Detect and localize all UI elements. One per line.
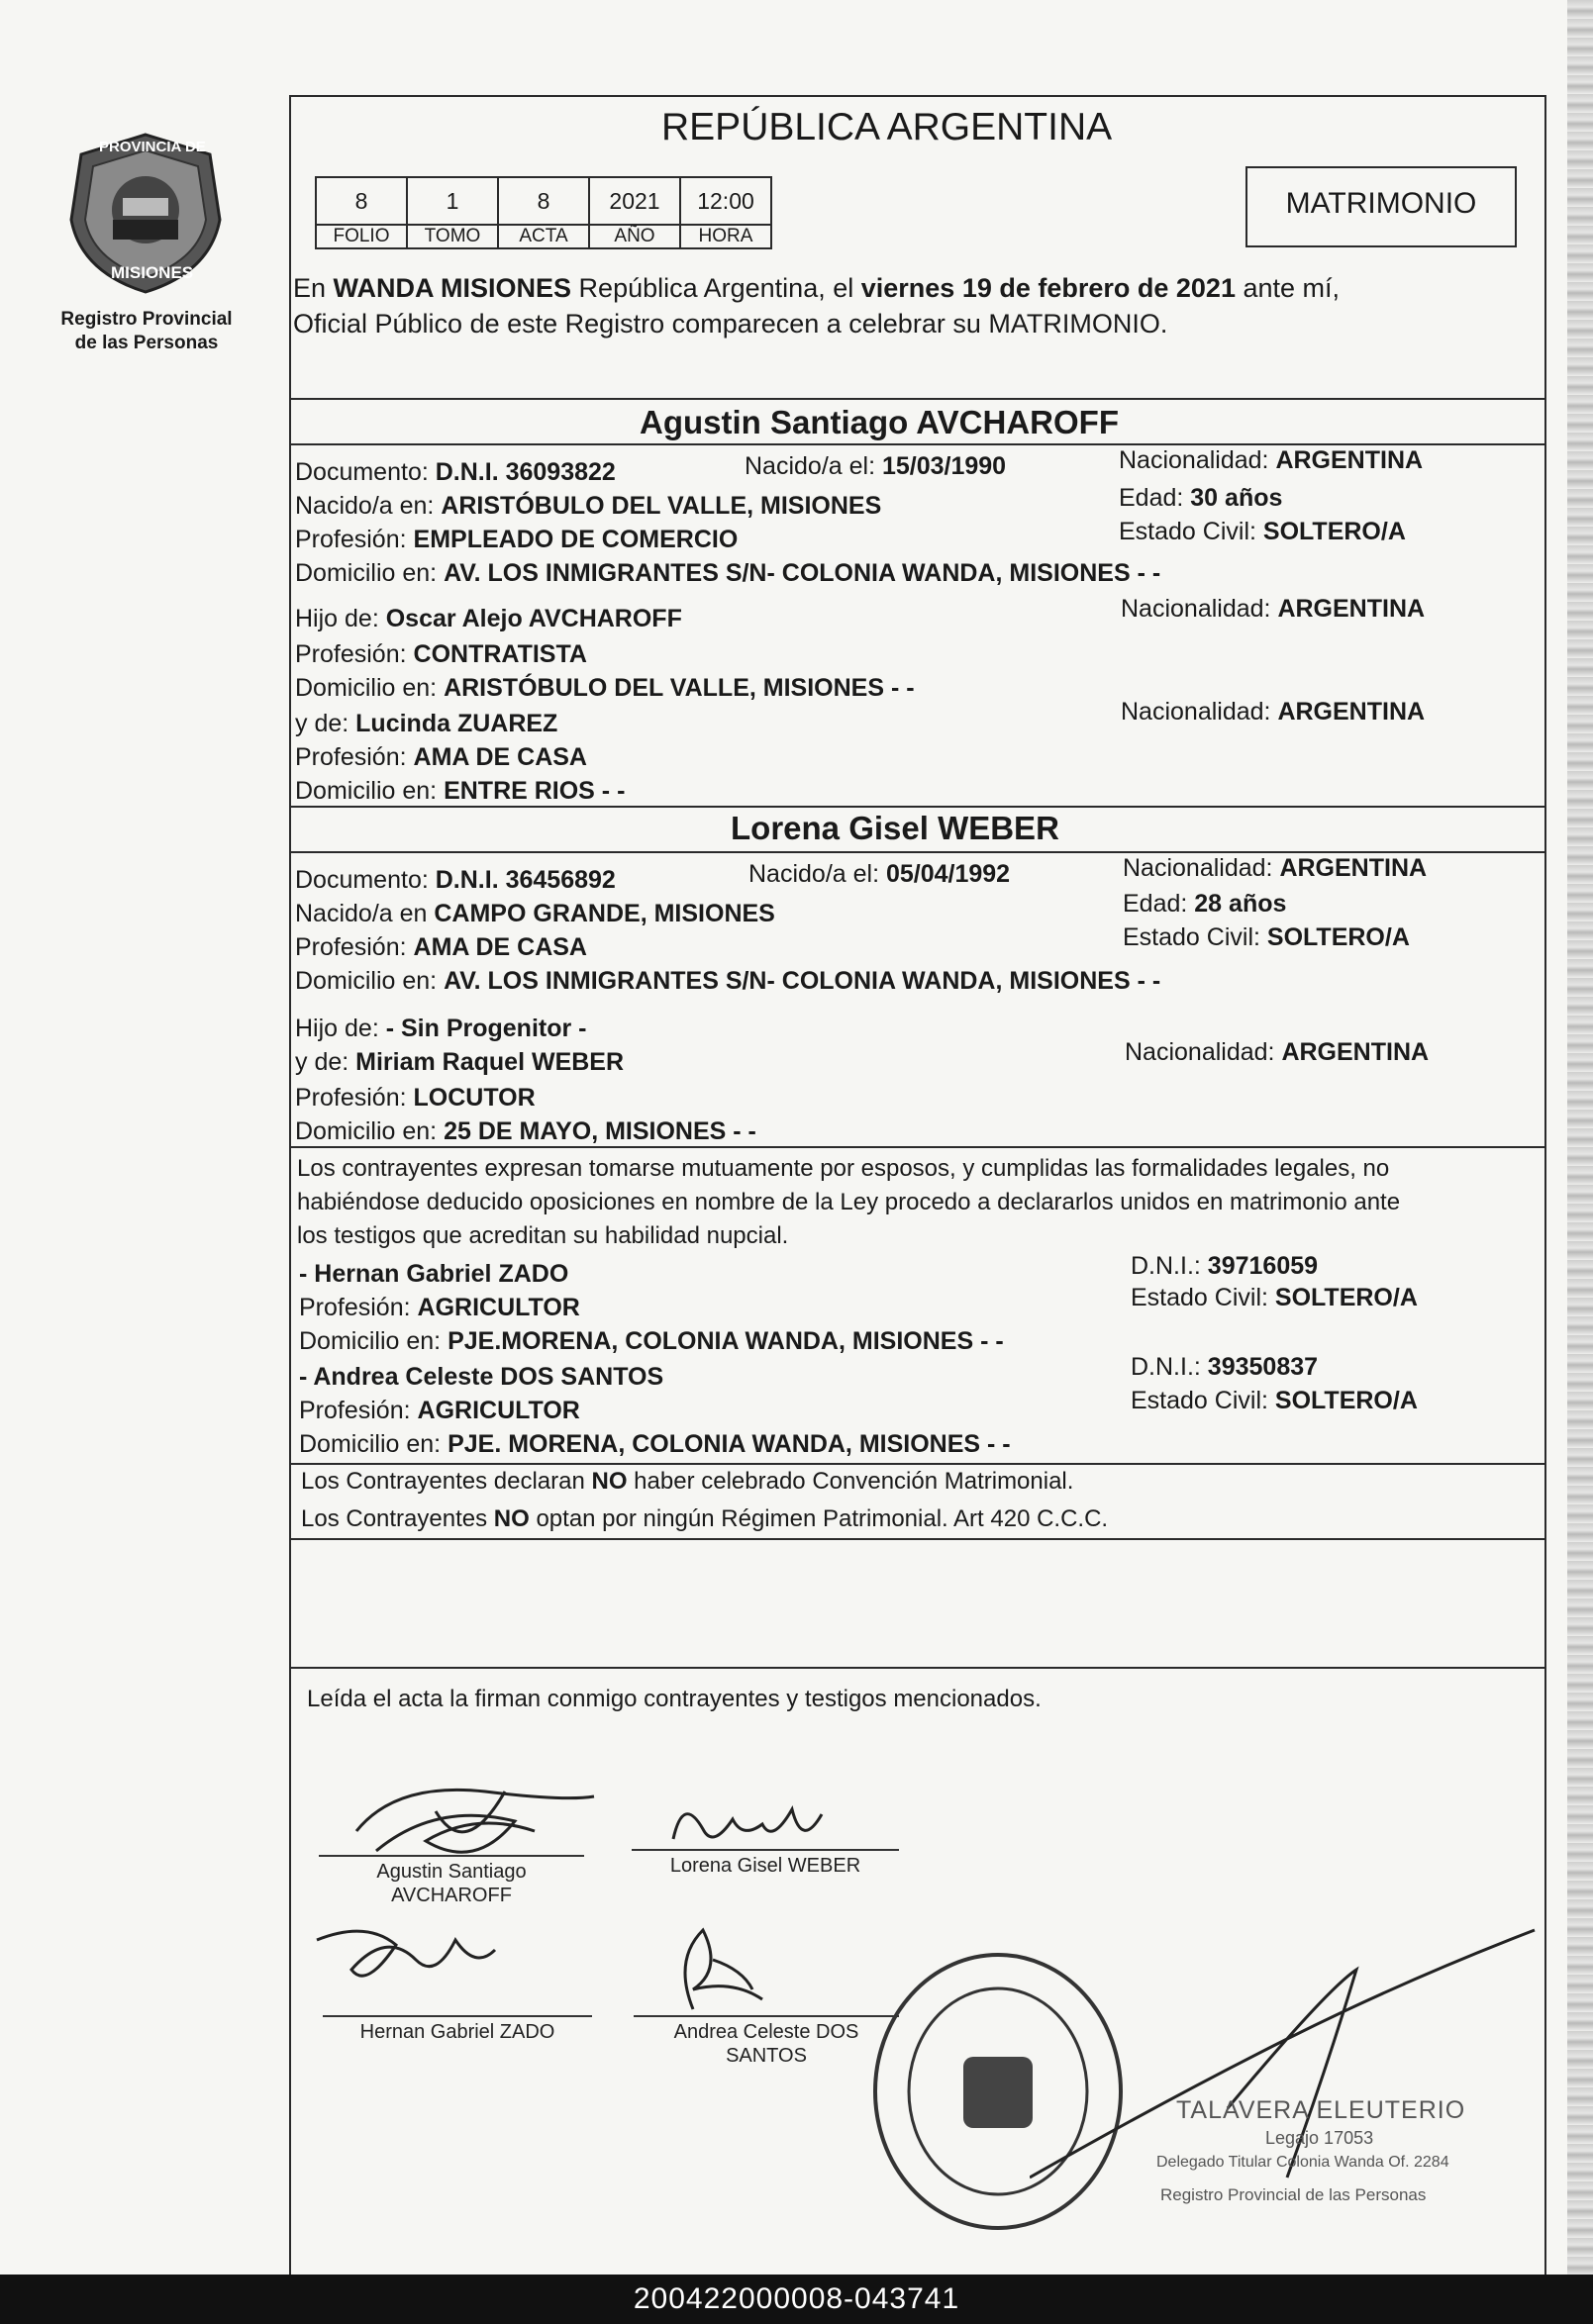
signature-line-1 bbox=[319, 1855, 584, 1857]
spouse2-birth-date: Nacido/a el: 05/04/1992 bbox=[748, 860, 1011, 888]
closing-text: Leída el acta la firman conmigo contrayentes y testigos mencionados. bbox=[307, 1686, 1042, 1712]
official-name: TALAVERA ELEUTERIO bbox=[1176, 2096, 1466, 2124]
year-label: AÑO bbox=[589, 225, 680, 248]
regime-line-2: Los Contrayentes NO optan por ningún Régimen Patrimonial. Art 420 C.C.C. bbox=[301, 1505, 1109, 1532]
hour-label: HORA bbox=[680, 225, 771, 248]
folio-value: 8 bbox=[316, 177, 407, 225]
spouse1-mother-profession: Profesión: AMA DE CASA bbox=[295, 743, 587, 771]
intro-date: viernes 19 de febrero de 2021 bbox=[860, 273, 1236, 303]
witness1-civil-status: Estado Civil: SOLTERO/A bbox=[1131, 1284, 1418, 1311]
intro-line-2: Oficial Público de este Registro comparecen a celebrar su MATRIMONIO. bbox=[293, 309, 1168, 339]
registry-label-2: de las Personas bbox=[74, 333, 219, 353]
spouse1-mother: y de: Lucinda ZUAREZ bbox=[295, 710, 558, 737]
signature-scribble-4 bbox=[663, 1920, 782, 2029]
witness2-civil-status: Estado Civil: SOLTERO/A bbox=[1131, 1387, 1418, 1414]
intro-text-a: En bbox=[293, 273, 334, 303]
declaration-line-2: habiéndose deducido oposiciones en nombre de la Ley procedo a declararlos unidos en matrimonio ante bbox=[297, 1189, 1401, 1215]
spouse1-age: Edad: 30 años bbox=[1119, 484, 1283, 512]
spouse2-document: Documento: D.N.I. 36456892 bbox=[295, 866, 616, 894]
signature-scribble-3 bbox=[307, 1910, 515, 2009]
spouse2-nationality: Nacionalidad: ARGENTINA bbox=[1123, 854, 1428, 882]
divider-spouse1-top bbox=[291, 398, 1544, 400]
intro-text-b: República Argentina, el bbox=[571, 273, 861, 303]
spouse1-birth-date: Nacido/a el: 15/03/1990 bbox=[745, 452, 1007, 480]
spouse1-mother-nationality: Nacionalidad: ARGENTINA bbox=[1121, 698, 1426, 726]
signature-name-3: Hernan Gabriel ZADO bbox=[359, 2021, 555, 2043]
spouse1-mother-address: Domicilio en: ENTRE RIOS - - bbox=[295, 777, 626, 805]
spouse2-profession: Profesión: AMA DE CASA bbox=[295, 933, 587, 961]
record-info-table bbox=[315, 176, 772, 249]
spouse2-age: Edad: 28 años bbox=[1123, 890, 1287, 918]
intro-text-c: ante mí, bbox=[1235, 273, 1341, 303]
divider-regime-top bbox=[291, 1463, 1544, 1465]
declaration-line-1: Los contrayentes expresan tomarse mutuamente por esposos, y cumplidas las formalidades legales, no bbox=[297, 1155, 1390, 1182]
tomo-label: TOMO bbox=[407, 225, 498, 248]
spouse1-father-profession: Profesión: CONTRATISTA bbox=[295, 640, 587, 668]
acta-label: ACTA bbox=[498, 225, 589, 248]
year-value: 2021 bbox=[589, 177, 680, 225]
act-type-label: MATRIMONIO bbox=[1285, 187, 1477, 220]
declaration-line-3: los testigos que acreditan su habilidad nupcial. bbox=[297, 1222, 789, 1249]
divider-notes-top bbox=[291, 1538, 1544, 1540]
signature-name-1a: Agustin Santiago bbox=[376, 1861, 527, 1883]
signature-name-4a: Andrea Celeste DOS bbox=[673, 2021, 859, 2043]
tomo-value: 1 bbox=[407, 177, 498, 225]
spouse1-document: Documento: D.N.I. 36093822 bbox=[295, 458, 616, 486]
spouse1-nationality: Nacionalidad: ARGENTINA bbox=[1119, 446, 1424, 474]
signature-line-2 bbox=[632, 1849, 899, 1851]
signature-name-4b: SANTOS bbox=[726, 2045, 807, 2067]
divider-notes-bottom bbox=[291, 1667, 1544, 1669]
witness2-profession: Profesión: AGRICULTOR bbox=[299, 1397, 580, 1424]
spouse1-birth-place: Nacido/a en: ARISTÓBULO DEL VALLE, MISIONES bbox=[295, 492, 882, 520]
witness1-dni: D.N.I.: 39716059 bbox=[1131, 1252, 1319, 1280]
spouse1-name: Agustin Santiago AVCHAROFF bbox=[640, 404, 1119, 440]
spouse2-mother-nationality: Nacionalidad: ARGENTINA bbox=[1125, 1038, 1430, 1066]
spouse2-civil-status: Estado Civil: SOLTERO/A bbox=[1123, 923, 1410, 951]
spouse1-profession: Profesión: EMPLEADO DE COMERCIO bbox=[295, 526, 739, 553]
spouse1-father-address: Domicilio en: ARISTÓBULO DEL VALLE, MISIONES - - bbox=[295, 674, 915, 702]
signature-name-1b: AVCHAROFF bbox=[391, 1885, 512, 1906]
intro-place: WANDA MISIONES bbox=[333, 273, 572, 303]
country-title: REPÚBLICA ARGENTINA bbox=[661, 106, 1113, 148]
scan-edge bbox=[1567, 0, 1593, 2275]
witness1-profession: Profesión: AGRICULTOR bbox=[299, 1294, 580, 1321]
hour-value: 12:00 bbox=[680, 177, 771, 225]
logo-top-text: PROVINCIA DE bbox=[99, 139, 206, 155]
witness1-address: Domicilio en: PJE.MORENA, COLONIA WANDA, MISIONES - - bbox=[299, 1327, 1004, 1355]
regime-line-1: Los Contrayentes declaran NO haber celebrado Convención Matrimonial. bbox=[301, 1468, 1074, 1495]
signature-line-4 bbox=[634, 2015, 899, 2017]
divider-spouse2-top bbox=[291, 806, 1544, 808]
signature-line-3 bbox=[323, 2015, 592, 2017]
witness2-name: - Andrea Celeste DOS SANTOS bbox=[299, 1363, 664, 1391]
signature-name-2: Lorena Gisel WEBER bbox=[669, 1855, 861, 1877]
registry-label-1: Registro Provincial bbox=[60, 309, 233, 330]
official-position: Delegado Titular Colonia Wanda Of. 2284 bbox=[1156, 2154, 1449, 2171]
spouse2-address: Domicilio en: AV. LOS INMIGRANTES S/N- COLONIA WANDA, MISIONES - - bbox=[295, 967, 1161, 995]
witness2-address: Domicilio en: PJE. MORENA, COLONIA WANDA, MISIONES - - bbox=[299, 1430, 1011, 1458]
logo-bottom-text: MISIONES bbox=[111, 263, 194, 282]
spouse1-civil-status: Estado Civil: SOLTERO/A bbox=[1119, 518, 1406, 545]
spouse2-mother-profession: Profesión: LOCUTOR bbox=[295, 1084, 536, 1112]
spouse1-father-nationality: Nacionalidad: ARGENTINA bbox=[1121, 595, 1426, 623]
spouse1-father: Hijo de: Oscar Alejo AVCHAROFF bbox=[295, 605, 682, 632]
province-logo bbox=[61, 129, 230, 297]
divider-declaration-top bbox=[291, 1146, 1544, 1148]
folio-label: FOLIO bbox=[316, 225, 407, 248]
spouse2-mother: y de: Miriam Raquel WEBER bbox=[295, 1048, 625, 1076]
intro-line-1 bbox=[293, 273, 1340, 303]
acta-value: 8 bbox=[498, 177, 589, 225]
official-registry: Registro Provincial de las Personas bbox=[1160, 2185, 1427, 2204]
witness2-dni: D.N.I.: 39350837 bbox=[1131, 1353, 1319, 1381]
spouse1-address: Domicilio en: AV. LOS INMIGRANTES S/N- COLONIA WANDA, MISIONES - - bbox=[295, 559, 1161, 587]
spouse2-name: Lorena Gisel WEBER bbox=[731, 810, 1059, 846]
witness1-name: - Hernan Gabriel ZADO bbox=[299, 1260, 569, 1288]
document-id-bar: 200422000008-043741 bbox=[0, 2275, 1593, 2324]
official-legajo: Legajo 17053 bbox=[1265, 2128, 1374, 2148]
spouse2-mother-address: Domicilio en: 25 DE MAYO, MISIONES - - bbox=[295, 1117, 756, 1145]
spouse2-father: Hijo de: - Sin Progenitor - bbox=[295, 1015, 587, 1042]
spouse2-birth-place: Nacido/a en CAMPO GRANDE, MISIONES bbox=[295, 900, 775, 927]
